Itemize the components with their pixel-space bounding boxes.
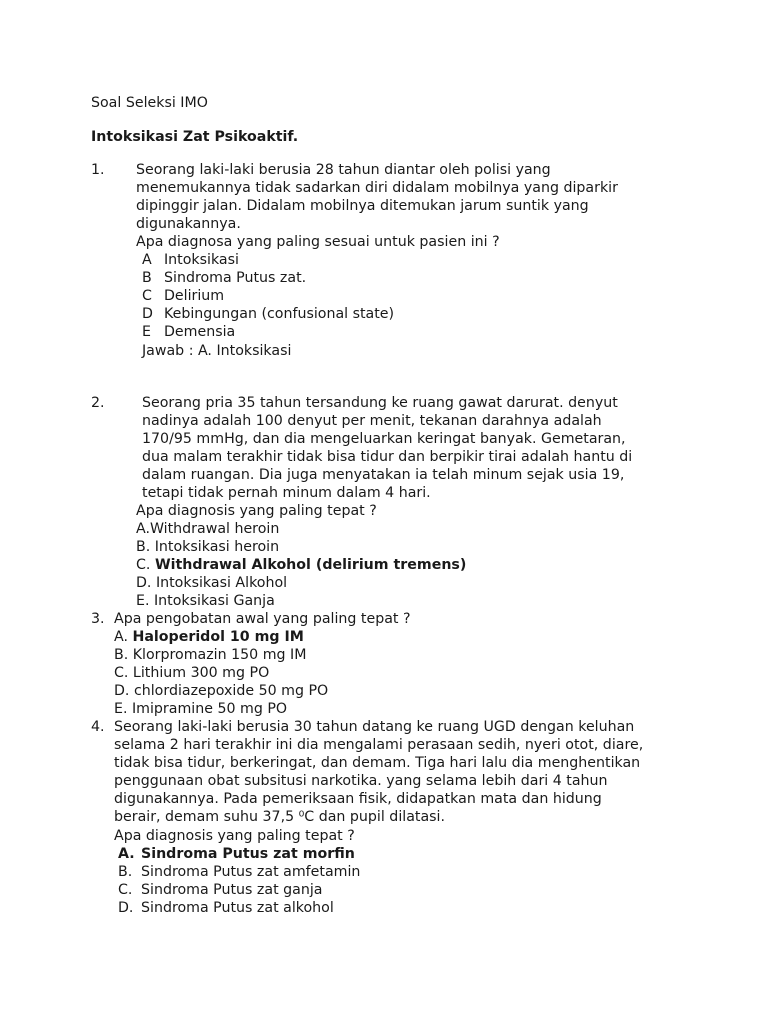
q3-option-a — [114, 628, 304, 646]
q2-text-line: nadinya adalah 100 denyut per menit, tekanan darahnya adalah — [142, 413, 602, 429]
q4-text-line: penggunaan obat subsitusi narkotika. yang selama lebih dari 4 tahun — [114, 773, 608, 789]
document-title: Soal Seleksi IMO — [91, 95, 208, 111]
q4-question: Apa diagnosis yang paling tepat ? — [114, 828, 355, 844]
q2-question: Apa diagnosis yang paling tepat ? — [136, 503, 377, 519]
q1-option-text: Kebingungan (confusional state) — [164, 306, 395, 322]
q2-option-b: B. Intoksikasi heroin — [136, 539, 280, 555]
q2-option-c-prefix: C. — [136, 557, 155, 573]
q2-text-line: dua malam terakhir tidak bisa tidur dan berpikir tirai adalah hantu di — [142, 449, 633, 465]
q1-option-letter: B — [142, 270, 152, 286]
q1-option-letter: A — [142, 252, 152, 268]
q4-text-line: selama 2 hari terakhir ini dia mengalami perasaan sedih, nyeri otot, diare, — [114, 737, 644, 753]
q4-text-line: berair, demam suhu 37,5 ⁰C dan pupil dilatasi. — [114, 809, 445, 825]
q1-option-text: Delirium — [164, 288, 225, 304]
q2-number: 2. — [91, 395, 105, 411]
q2-text-line: 170/95 mmHg, dan dia mengeluarkan keringat banyak. Gemetaran, — [142, 431, 626, 447]
q1-text-line: Seorang laki-laki berusia 28 tahun diantar oleh polisi yang — [136, 162, 551, 178]
q2-option-e: E. Intoksikasi Ganja — [136, 593, 275, 609]
q3-option-e: E. Imipramine 50 mg PO — [114, 701, 288, 717]
q1-option-letter: D — [142, 306, 153, 322]
q1-option-letter: E — [142, 324, 151, 340]
q4-option-letter: B. — [118, 864, 133, 880]
q4-text-line: tidak bisa tidur, berkeringat, dan demam. Tiga hari lalu dia menghentikan — [114, 755, 641, 771]
q2-option-c — [136, 556, 466, 574]
q4-option-text: Sindroma Putus zat alkohol — [141, 900, 334, 916]
q4-option-text: Sindroma Putus zat ganja — [141, 882, 323, 898]
q1-question: Apa diagnosa yang paling sesuai untuk pasien ini ? — [136, 234, 500, 250]
q4-option-answer: Sindroma Putus zat morfin — [141, 846, 355, 862]
q1-text-line: dipinggir jalan. Didalam mobilnya ditemukan jarum suntik yang — [136, 198, 589, 214]
q2-text-line: dalam ruangan. Dia juga menyatakan ia telah minum sejak usia 19, — [142, 467, 625, 483]
q4-option-letter: C. — [118, 882, 133, 898]
q2-text-line: Seorang pria 35 tahun tersandung ke ruang gawat darurat. denyut — [142, 395, 618, 411]
q2-option-a: A.Withdrawal heroin — [136, 521, 280, 537]
q4-text-line: Seorang laki-laki berusia 30 tahun datang ke ruang UGD dengan keluhan — [114, 719, 635, 735]
document-subtitle: Intoksikasi Zat Psikoaktif. — [91, 129, 299, 145]
q3-option-d: D. chlordiazepoxide 50 mg PO — [114, 683, 329, 699]
q1-answer: Jawab : A. Intoksikasi — [142, 343, 292, 359]
q3-option-a-prefix: A. — [114, 629, 133, 645]
q1-text-line: digunakannya. — [136, 216, 241, 232]
q3-option-a-answer: Haloperidol 10 mg IM — [132, 629, 304, 645]
q1-number: 1. — [91, 162, 105, 178]
q4-option-text: Sindroma Putus zat amfetamin — [141, 864, 361, 880]
q2-text-line: tetapi tidak pernah minum dalam 4 hari. — [142, 485, 431, 501]
q1-option-letter: C — [142, 288, 152, 304]
q1-option-text: Intoksikasi — [164, 252, 239, 268]
q1-option-text: Sindroma Putus zat. — [164, 270, 307, 286]
q3-option-c: C. Lithium 300 mg PO — [114, 665, 270, 681]
q2-option-c-answer: Withdrawal Alkohol (delirium tremens) — [154, 557, 467, 573]
q4-option-letter: D. — [118, 900, 134, 916]
q3-question: Apa pengobatan awal yang paling tepat ? — [114, 611, 411, 627]
q3-number: 3. — [91, 611, 105, 627]
q1-text-line: menemukannya tidak sadarkan diri didalam mobilnya yang diparkir — [136, 180, 618, 196]
q4-number: 4. — [91, 719, 105, 735]
q4-text-line: digunakannya. Pada pemeriksaan fisik, didapatkan mata dan hidung — [114, 791, 602, 807]
q1-option-text: Demensia — [164, 324, 236, 340]
q3-option-b: B. Klorpromazin 150 mg IM — [114, 647, 307, 663]
q2-option-d: D. Intoksikasi Alkohol — [136, 575, 288, 591]
q4-option-letter: A. — [118, 846, 135, 862]
